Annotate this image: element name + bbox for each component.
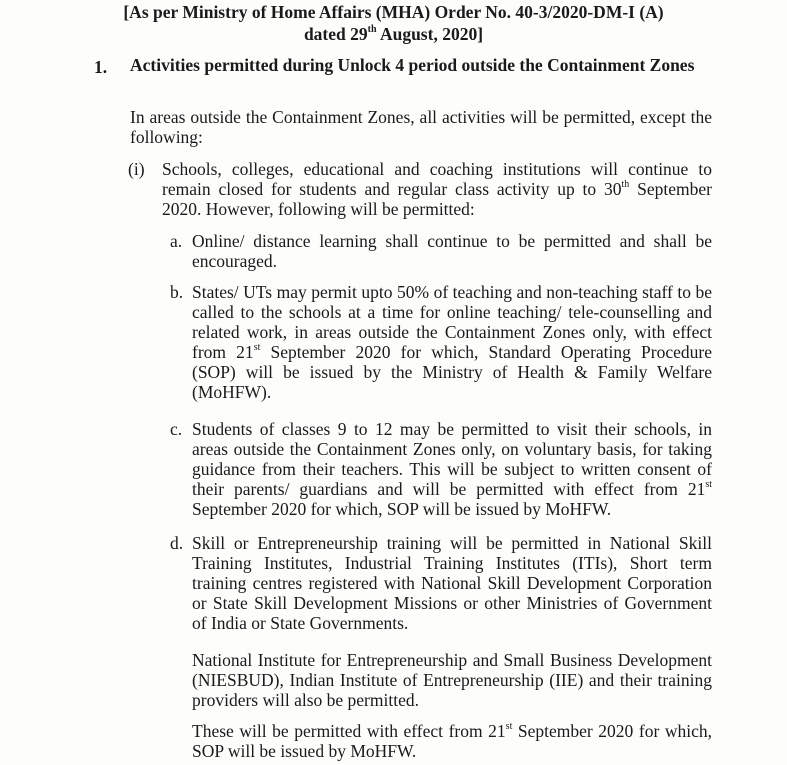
header-line-1: [As per Ministry of Home Affairs (MHA) Order No. 40-3/2020-DM-I (A) <box>123 2 664 22</box>
sub-item-b-text-post: September 2020 for which, Standard Operating Procedure (SOP) will be issued by the Ministry of Health & Family Welfare (MoHFW). <box>192 342 712 402</box>
item-i-sup: th <box>621 179 630 191</box>
sub-item-b-text <box>192 282 712 402</box>
sub-item-b-text-pre: States/ UTs may permit upto 50% of teaching and non-teaching staff to be called to the schools at a time for online teaching/ tele-counselling and related work, in areas outside the Containment Zones only, with effect from 21 <box>192 282 712 362</box>
item-i-text-pre: Schools, colleges, educational and coaching institutions will continue to remain closed for students and regular class activity up to 30 <box>162 159 712 199</box>
sub-item-c-sup: st <box>705 479 712 491</box>
sub-item-a-marker: a. <box>170 231 183 251</box>
sub-item-c-text-pre: Students of classes 9 to 12 may be permitted to visit their schools, in areas outside the Containment Zones only, on voluntary basis, for taking guidance from their teachers. This will be subject to written consent of their parents/ guardians and will be permitted with effect from 21 <box>192 419 712 499</box>
item-i-text-post: September 2020. However, following will be permitted: <box>162 179 712 219</box>
sub-item-c-text <box>192 419 712 519</box>
item-i-marker: (i) <box>128 159 145 179</box>
sub-item-d-para3-post: September 2020 for which, SOP will be issued by MoHFW. <box>192 721 712 761</box>
header-date-sup: th <box>367 24 377 36</box>
sub-item-d-para3-sup: st <box>505 721 513 733</box>
header-line-2 <box>0 24 787 45</box>
sub-item-c-marker: c. <box>170 419 183 439</box>
section-intro: In areas outside the Containment Zones, all activities will be permitted, except the following: <box>130 107 712 147</box>
sub-item-a-text: Online/ distance learning shall continue to be permitted and shall be encouraged. <box>192 231 712 271</box>
sub-item-d-text: Skill or Entrepreneurship training will be permitted in National Skill Training Institutes, Industrial Training Institutes (ITIs), Short term training centres registered with National Skill Development Corporation or State Skill Development Missions or other Ministries of Government of India or State Governments. <box>192 533 712 633</box>
sub-item-d-para2: National Institute for Entrepreneurship and Small Business Development (NIESBUD), Indian Institute of Entrepreneurship (IIE) and their training providers will also be permitted. <box>192 650 712 710</box>
section-title: Activities permitted during Unlock 4 period outside the Containment Zones <box>130 55 695 75</box>
header-date-post: August, 2020] <box>376 24 484 44</box>
sub-item-d-para3 <box>192 721 712 761</box>
header-date-pre: dated 29 <box>303 24 368 44</box>
sub-item-b-sup: st <box>253 342 261 354</box>
section-number: 1. <box>94 57 108 77</box>
sub-item-b-marker: b. <box>170 282 184 302</box>
sub-item-c-text-post: September 2020 for which, SOP will be issued by MoHFW. <box>192 499 612 519</box>
sub-item-d-marker: d. <box>170 533 184 553</box>
sub-item-d-para3-pre: These will be permitted with effect from 21 <box>192 721 506 741</box>
item-i-text <box>162 159 712 219</box>
